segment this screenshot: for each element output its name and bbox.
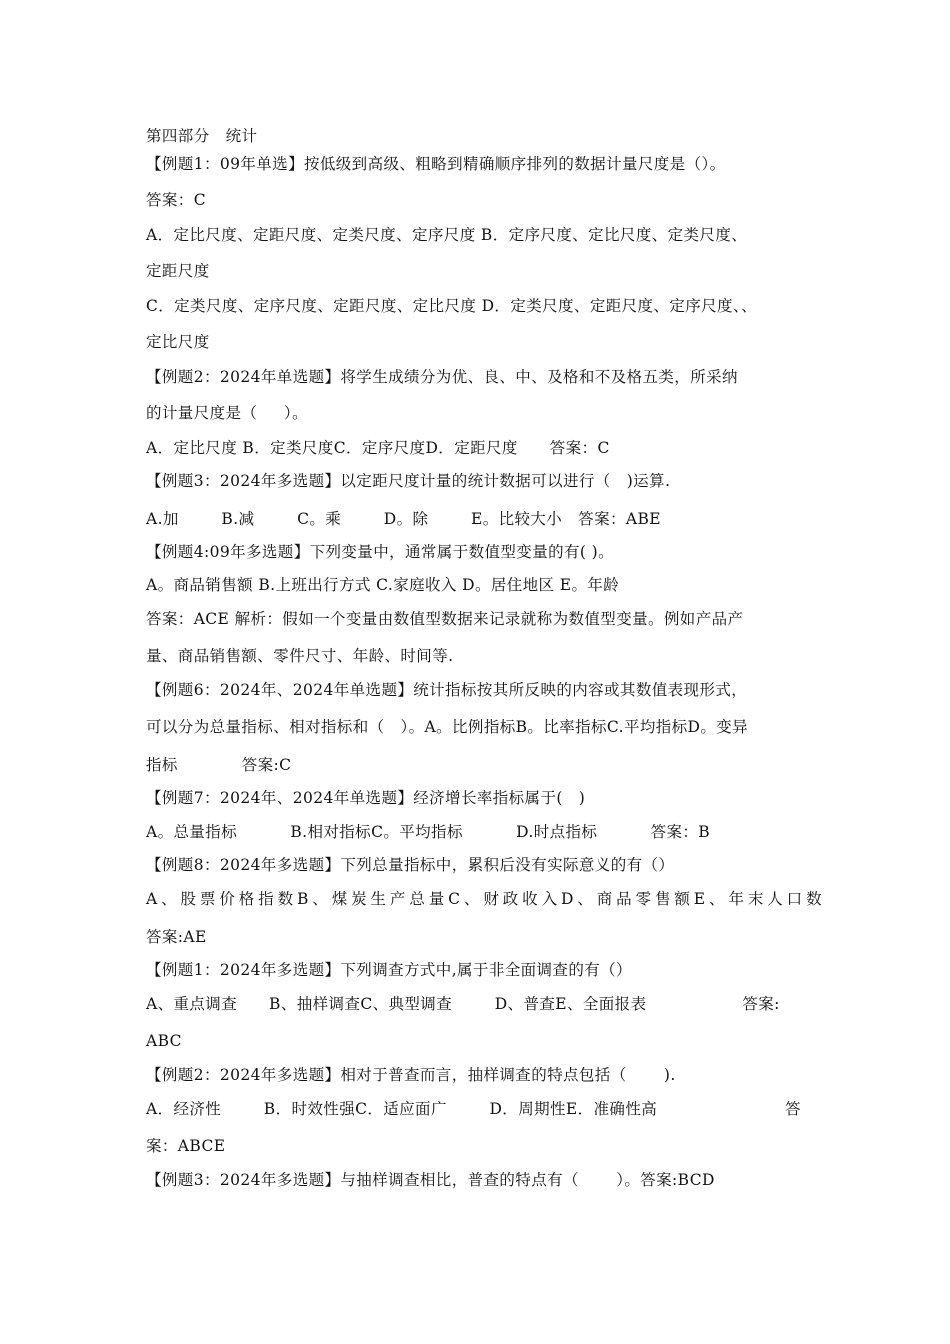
question-3-options: A.加 B.减 C。乘 D。除 E。比较大小 答案：ABE xyxy=(146,510,661,528)
question-8-answer: 答案:AE xyxy=(146,928,207,946)
question-1-options-ab-cont: 定距尺度 xyxy=(146,262,210,280)
question-2b-options: A．经济性 B．时效性强C．适应面广 D．周期性E．准确性高 答 xyxy=(146,1100,801,1118)
question-1-stem: 【例题1：09年单选】按低级到高级、粗略到精确顺序排列的数据计量尺度是（）。 xyxy=(146,155,726,173)
question-4-options: A。商品销售额 B.上班出行方式 C.家庭收入 D。居住地区 E。年龄 xyxy=(146,576,620,594)
question-8-stem: 【例题8：2024年多选题】下列总量指标中，累积后没有实际意义的有（） xyxy=(146,856,675,874)
question-7-stem: 【例题7：2024年、2024年单选题】经济增长率指标属于( ) xyxy=(146,789,586,807)
question-2-stem-cont: 的计量尺度是（ ）。 xyxy=(146,404,308,422)
question-1b-options: A、重点调查 B、抽样调查C、典型调查 D、普查E、全面报表 答案: xyxy=(146,995,780,1013)
question-1-options-cd-cont: 定比尺度 xyxy=(146,333,210,351)
question-7-options: A。总量指标 B.相对指标C。平均指标 D.时点指标 答案：B xyxy=(146,823,711,841)
question-2b-answer: 案：ABCE xyxy=(146,1137,226,1155)
question-1-options-ab: A．定比尺度、定距尺度、定类尺度、定序尺度 B．定序尺度、定比尺度、定类尺度、 xyxy=(146,226,748,244)
question-1b-stem: 【例题1：2024年多选题】下列调查方式中,属于非全面调查的有（） xyxy=(146,961,632,979)
question-6-stem-cont: 可以分为总量指标、相对指标和（ ）。A。比例指标B。比率指标C.平均指标D。变异 xyxy=(146,718,749,736)
question-1-options-cd: C．定类尺度、定序尺度、定距尺度、定比尺度 D．定类尺度、定距尺度、定序尺度、、 xyxy=(146,297,757,315)
question-4-answer: 答案：ACE 解析：假如一个变量由数值型数据来记录就称为数值型变量。例如产品产 xyxy=(146,610,744,628)
question-2b-stem: 【例题2：2024年多选题】相对于普查而言，抽样调查的特点包括（ ). xyxy=(146,1066,676,1084)
question-6-answer: 指标 答案:C xyxy=(146,756,292,774)
question-1-answer: 答案：C xyxy=(146,191,206,209)
question-4-answer-cont: 量、商品销售额、零件尺寸、年龄、时间等. xyxy=(146,647,454,665)
question-1b-answer: ABC xyxy=(146,1032,182,1050)
question-3b-stem: 【例题3：2024年多选题】与抽样调查相比，普查的特点有（ ）。答案:BCD xyxy=(146,1171,715,1189)
question-8-options: A、股票价格指数B、煤炭生产总量C、财政收入D、商品零售额E、年末人口数 xyxy=(146,890,822,908)
question-2-stem: 【例题2：2024年单选题】将学生成绩分为优、良、中、及格和不及格五类，所采纳 xyxy=(146,368,738,386)
question-4-stem: 【例题4:09年多选题】下列变量中，通常属于数值型变量的有( )。 xyxy=(146,543,615,561)
section-title: 第四部分 统计 xyxy=(146,127,258,145)
question-2-options: A．定比尺度 B．定类尺度C．定序尺度D．定距尺度 答案：C xyxy=(146,439,610,457)
question-3-stem: 【例题3：2024年多选题】以定距尺度计量的统计数据可以进行（ )运算. xyxy=(146,472,671,490)
question-6-stem: 【例题6：2024年、2024年单选题】统计指标按其所反映的内容或其数值表现形式， xyxy=(146,681,748,699)
